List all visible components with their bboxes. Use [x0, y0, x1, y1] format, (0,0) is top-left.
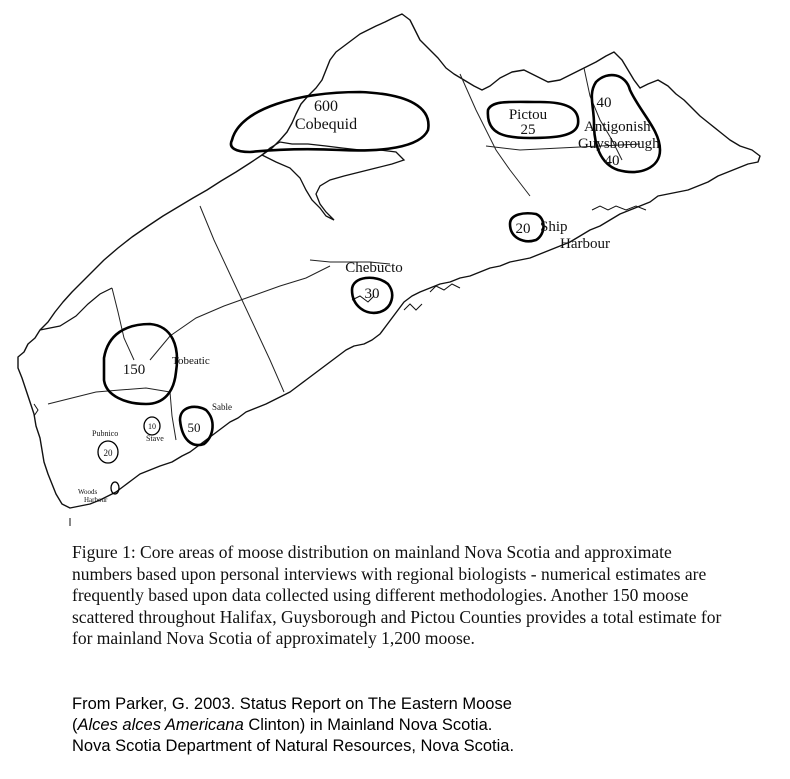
guysborough-estimate: 40 [604, 153, 620, 169]
pictou-label: Pictou [508, 107, 548, 123]
region-labels [78, 95, 660, 504]
stave-label: Stave [146, 434, 164, 443]
annapolis-basin [40, 288, 112, 330]
tobeatic-label: Tobeatic [172, 355, 210, 367]
woods-harbour-label-1: Woods [78, 488, 98, 496]
pubnico-estimate: 20 [103, 448, 113, 458]
tobeatic-estimate: 150 [122, 362, 146, 378]
guysborough-label: Guysborough [578, 136, 660, 152]
citation-line-1: From Parker, G. 2003. Status Report on The Eastern Moose [72, 695, 512, 713]
antigonish-label: Antigonish [584, 119, 651, 135]
figure-caption: Figure 1: Core areas of moose distribution on mainland Nova Scotia and approximate numbers based upon personal interviews with regional biologists - numerical estimates are frequently based upon data collected using different methodologies. Another 150 moose scattered throughout Halifax, Guysborough and Pictou Counties provides a total estimate for for mainland Nova Scotia of approximately 1,200 moose. [72, 542, 722, 648]
woods-harbour-label-2: Harbour [84, 496, 108, 504]
chebucto-estimate: 30 [364, 286, 380, 302]
minas-basin [262, 142, 404, 220]
cobequid-estimate: 600 [314, 98, 338, 115]
ship-harbour-estimate: 20 [515, 221, 531, 237]
ship-harbour-label-2: Harbour [560, 236, 610, 252]
source-citation [72, 694, 772, 757]
pictou-estimate: 25 [520, 122, 536, 138]
stave-estimate: 10 [148, 422, 156, 431]
citation-line-2 [72, 715, 772, 736]
citation-species-name: Alces alces Americana [77, 716, 244, 734]
citation-line-2-rest: Clinton) in Mainland Nova Scotia. [243, 716, 493, 734]
cobequid-label: Cobequid [294, 116, 358, 133]
citation-line-3: Nova Scotia Department of Natural Resources, Nova Scotia. [72, 737, 515, 755]
antigonish-estimate: 40 [596, 95, 612, 111]
citation-open-paren: ( [72, 716, 78, 734]
sable-estimate: 50 [187, 420, 201, 435]
sable-label: Sable [212, 402, 232, 412]
chebucto-label: Chebucto [345, 260, 403, 276]
pubnico-label: Pubnico [92, 429, 119, 438]
ship-harbour-label-1: Ship [540, 219, 568, 235]
